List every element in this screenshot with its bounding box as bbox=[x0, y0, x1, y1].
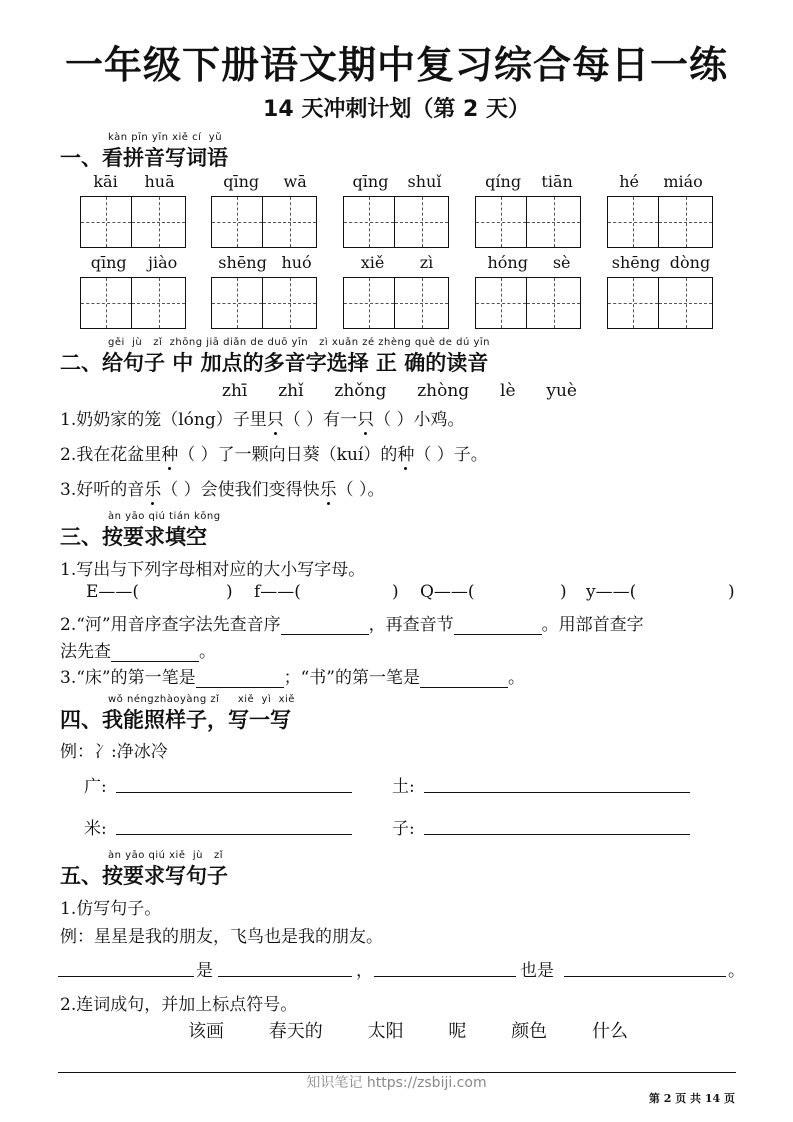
pinyin: shēng bbox=[611, 253, 661, 272]
pinyin: qīng bbox=[352, 172, 389, 191]
fill-word: 是 bbox=[196, 961, 213, 981]
answer-line[interactable] bbox=[116, 816, 352, 835]
pinyin: dòng bbox=[669, 253, 711, 272]
pinyin-option: zhǐ bbox=[278, 381, 304, 401]
writing-box[interactable] bbox=[132, 277, 186, 329]
question-3-1: 1.写出与下列字母相对应的大小写字母。 bbox=[60, 560, 366, 580]
answer-line[interactable] bbox=[374, 958, 516, 977]
answer-blank[interactable] bbox=[196, 671, 284, 688]
page-title: 一年级下册语文期中复习综合每日一练 bbox=[64, 43, 728, 87]
radical-label: 广: bbox=[84, 777, 107, 797]
writing-box[interactable] bbox=[475, 196, 527, 248]
pinyin-option: lè bbox=[500, 381, 516, 401]
dotted-char: 乐 bbox=[144, 480, 162, 500]
question-text: 。 bbox=[508, 668, 525, 688]
letter-answer-blank[interactable]: ) bbox=[392, 582, 399, 602]
writing-box[interactable] bbox=[263, 196, 317, 248]
word-bank bbox=[188, 1017, 628, 1043]
pinyin: qīng bbox=[90, 253, 127, 272]
writing-box[interactable] bbox=[343, 196, 395, 248]
writing-box[interactable] bbox=[395, 277, 449, 329]
writing-box[interactable] bbox=[527, 196, 581, 248]
section5-heading: 五、按要求写句子 bbox=[60, 864, 228, 888]
pinyin: jiào bbox=[148, 253, 178, 272]
dotted-char: 乐 bbox=[319, 480, 337, 500]
question-3-3 bbox=[60, 663, 525, 688]
section3-ruby: àn yāo qiú tián kōng bbox=[108, 511, 221, 522]
word-chip: 该画 bbox=[188, 1021, 224, 1042]
answer-blank[interactable]: （ ）小鸡。 bbox=[374, 410, 465, 430]
question-text: 2.我在花盆里 bbox=[60, 445, 162, 465]
pinyin: wā bbox=[283, 172, 307, 191]
dotted-char: 只 bbox=[266, 410, 284, 430]
writing-box[interactable] bbox=[395, 196, 449, 248]
pinyin-options bbox=[222, 381, 577, 401]
pinyin: huā bbox=[144, 172, 175, 191]
word-chip: 什么 bbox=[591, 1021, 628, 1042]
pinyin: xiě bbox=[360, 253, 385, 272]
watermark: 知识笔记 https://zsbiji.com bbox=[306, 1075, 487, 1091]
pinyin: shuǐ bbox=[407, 172, 442, 191]
writing-box[interactable] bbox=[607, 196, 659, 248]
pinyin: hóng bbox=[487, 253, 528, 272]
dotted-char: 种 bbox=[397, 445, 415, 465]
question-text: 1.奶奶家的笼（lóng）子里 bbox=[60, 410, 267, 430]
question-text: 。用部首查字 bbox=[541, 615, 644, 635]
section4-heading: 四、我能照样子，写一写 bbox=[60, 708, 291, 732]
letter-prompt: Q——( bbox=[420, 582, 475, 602]
letter-answer-blank[interactable]: ) bbox=[560, 582, 567, 602]
pinyin: huó bbox=[281, 253, 312, 272]
writing-box[interactable] bbox=[659, 277, 713, 329]
pinyin-option: zhòng bbox=[417, 381, 470, 401]
dotted-char: 只 bbox=[357, 410, 375, 430]
letter-answer-blank[interactable]: ) bbox=[226, 582, 233, 602]
example-sentence: 例：星星是我的朋友，飞鸟也是我的朋友。 bbox=[60, 927, 383, 947]
word-chip: 太阳 bbox=[367, 1021, 404, 1042]
dotted-char: 种 bbox=[161, 445, 179, 465]
question-text: 。 bbox=[199, 642, 216, 662]
section3-heading: 三、按要求填空 bbox=[60, 525, 207, 549]
writing-box[interactable] bbox=[132, 196, 186, 248]
answer-line[interactable] bbox=[424, 774, 690, 793]
pinyin: qīng bbox=[223, 172, 260, 191]
pinyin: kāi bbox=[93, 172, 118, 191]
example-line: 例：冫:净冰冷 bbox=[60, 742, 168, 762]
radical-label: 土: bbox=[392, 777, 415, 797]
answer-blank[interactable]: （ ）有一 bbox=[283, 410, 358, 430]
writing-box[interactable] bbox=[343, 277, 395, 329]
fill-word: 。 bbox=[728, 961, 745, 981]
answer-blank[interactable] bbox=[281, 618, 369, 635]
section4-ruby: wǒ néngzhàoyàng zǐ xiě yì xiě bbox=[108, 694, 295, 705]
answer-blank[interactable]: （ ）。 bbox=[336, 480, 385, 500]
letter-prompt: f——( bbox=[254, 582, 301, 602]
pinyin-option: yuè bbox=[546, 381, 577, 401]
answer-blank[interactable] bbox=[454, 618, 542, 635]
section1-ruby: kàn pīn yīn xiě cí yǔ bbox=[108, 132, 223, 143]
pinyin-option: zhǒng bbox=[334, 381, 387, 401]
pinyin: miáo bbox=[663, 172, 703, 191]
answer-blank[interactable]: （ ）了一颗向日葵（kuí）的 bbox=[178, 445, 398, 465]
writing-box[interactable] bbox=[527, 277, 581, 329]
question-text: 3.好听的音 bbox=[60, 480, 145, 500]
pinyin: shēng bbox=[218, 253, 267, 272]
pinyin-option: zhī bbox=[222, 381, 248, 401]
letter-prompt: y——( bbox=[586, 582, 637, 602]
answer-line[interactable] bbox=[116, 774, 352, 793]
word-chip: 颜色 bbox=[511, 1021, 548, 1042]
question-2-1 bbox=[60, 405, 465, 430]
answer-line[interactable] bbox=[58, 958, 194, 977]
writing-box[interactable] bbox=[80, 277, 132, 329]
writing-box[interactable] bbox=[607, 277, 659, 329]
question-2-2 bbox=[60, 440, 488, 465]
question-text: ；“书”的第一笔是 bbox=[283, 668, 420, 688]
question-3-2 bbox=[60, 610, 644, 635]
letter-answer-blank[interactable]: ) bbox=[728, 582, 735, 602]
section2-heading: 二、给句子 中 加点的多音字选择 正 确的读音 bbox=[60, 351, 489, 375]
answer-line[interactable] bbox=[424, 816, 690, 835]
section1-heading: 一、看拼音写词语 bbox=[60, 146, 228, 170]
page-subtitle: 14 天冲刺计划（第 2 天） bbox=[263, 97, 530, 122]
writing-box[interactable] bbox=[211, 196, 263, 248]
section2-ruby: gěi jù zǐ zhōng jiā diǎn de duō yīn zì xuǎn zé zhèng què de dú yīn bbox=[108, 337, 490, 348]
pinyin: zì bbox=[419, 253, 434, 272]
answer-blank[interactable]: （ ）会使我们变得快 bbox=[161, 480, 320, 500]
question-text: ，再查音节 bbox=[368, 615, 454, 635]
answer-blank[interactable] bbox=[111, 645, 199, 662]
question-3-2-cont bbox=[60, 637, 216, 662]
page-number: 第 2 页 共 14 页 bbox=[648, 1092, 735, 1105]
radical-label: 米: bbox=[84, 819, 107, 839]
writing-box[interactable] bbox=[263, 277, 317, 329]
question-text: 3.“床”的第一笔是 bbox=[60, 668, 196, 688]
writing-box[interactable] bbox=[475, 277, 527, 329]
pinyin: sè bbox=[552, 253, 571, 272]
word-chip: 春天的 bbox=[268, 1021, 323, 1042]
word-chip: 呢 bbox=[448, 1021, 467, 1042]
answer-line[interactable] bbox=[218, 958, 352, 977]
pinyin: qíng bbox=[485, 172, 522, 191]
question-text: 法先查 bbox=[60, 642, 111, 662]
radical-label: 子: bbox=[392, 819, 415, 839]
answer-line[interactable] bbox=[564, 958, 726, 977]
answer-blank[interactable]: （ ）子。 bbox=[414, 445, 488, 465]
section5-ruby: àn yāo qiú xiě jù zǐ bbox=[108, 850, 224, 861]
letter-prompt: E——( bbox=[86, 582, 140, 602]
question-text: 2.“河”用音序查字法先查音序 bbox=[60, 615, 281, 635]
answer-blank[interactable] bbox=[420, 671, 508, 688]
question-5-2: 2.连词成句，并加上标点符号。 bbox=[60, 995, 298, 1015]
fill-word: 也是 bbox=[520, 961, 554, 981]
writing-box[interactable] bbox=[659, 196, 713, 248]
pinyin: hé bbox=[619, 172, 639, 191]
writing-box[interactable] bbox=[211, 277, 263, 329]
question-5-1: 1.仿写句子。 bbox=[60, 899, 162, 919]
question-2-3 bbox=[60, 475, 385, 500]
pinyin: tiān bbox=[541, 172, 573, 191]
writing-box[interactable] bbox=[80, 196, 132, 248]
fill-word: ， bbox=[356, 961, 373, 981]
